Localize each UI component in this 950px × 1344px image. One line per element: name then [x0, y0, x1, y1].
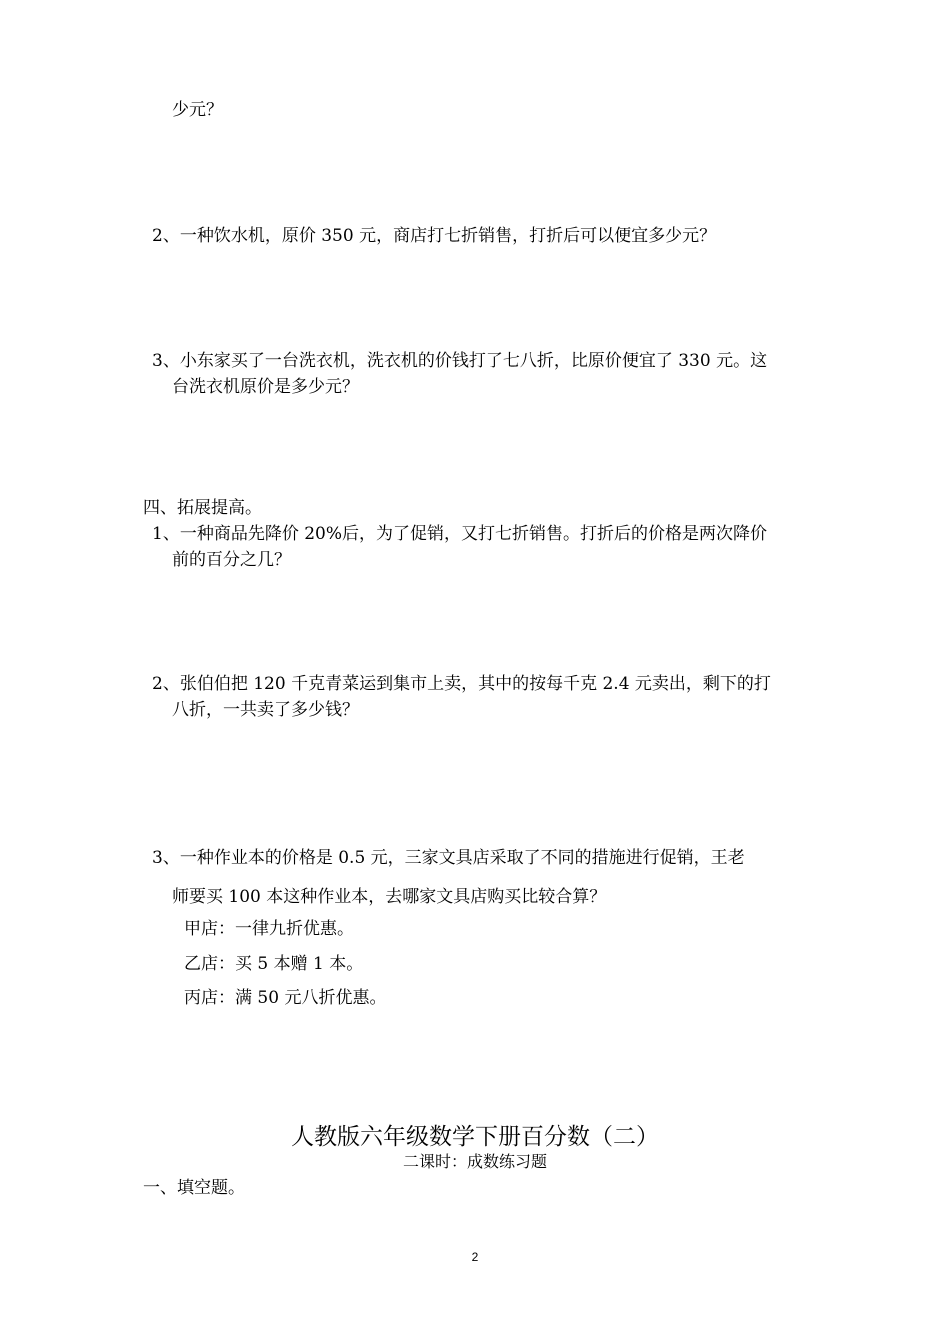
question-3-line-1: 3、小东家买了一台洗衣机，洗衣机的价钱打了七八折，比原价便宜了 330 元。这 [152, 351, 768, 371]
question-3-line-2: 台洗衣机原价是多少元？ [172, 377, 359, 397]
extension-question-1-line-2: 前的百分之几？ [172, 550, 291, 570]
shop-b-offer: 乙店：买 5 本赠 1 本。 [184, 954, 364, 974]
extension-question-2-line-2: 八折，一共卖了多少钱？ [172, 700, 359, 720]
page-number: 2 [471, 1250, 479, 1264]
shop-a-offer: 甲店：一律九折优惠。 [184, 919, 354, 939]
extension-question-2-line-1: 2、张伯伯把 120 千克青菜运到集市上卖，其中的按每千克 2.4 元卖出，剩下的打 [152, 674, 771, 694]
lesson-subtitle: 二课时：成数练习题 [402, 1152, 547, 1171]
lesson-title: 人教版六年级数学下册百分数（二） [291, 1124, 659, 1150]
question-1-tail: 少元？ [172, 100, 223, 120]
section-1-heading: 一、填空题。 [143, 1178, 245, 1198]
extension-question-3-line-2: 师要买 100 本这种作业本，去哪家文具店购买比较合算？ [172, 887, 607, 907]
shop-c-offer: 丙店：满 50 元八折优惠。 [184, 988, 387, 1008]
extension-question-3-line-1: 3、一种作业本的价格是 0.5 元，三家文具店采取了不同的措施进行促销，王老 [152, 848, 745, 868]
extension-question-1-line-1: 1、一种商品先降价 20%后，为了促销，又打七折销售。打折后的价格是两次降价 [152, 524, 768, 544]
section-4-heading: 四、拓展提高。 [143, 498, 262, 518]
question-2: 2、一种饮水机，原价 350 元，商店打七折销售，打折后可以便宜多少元？ [152, 226, 717, 246]
